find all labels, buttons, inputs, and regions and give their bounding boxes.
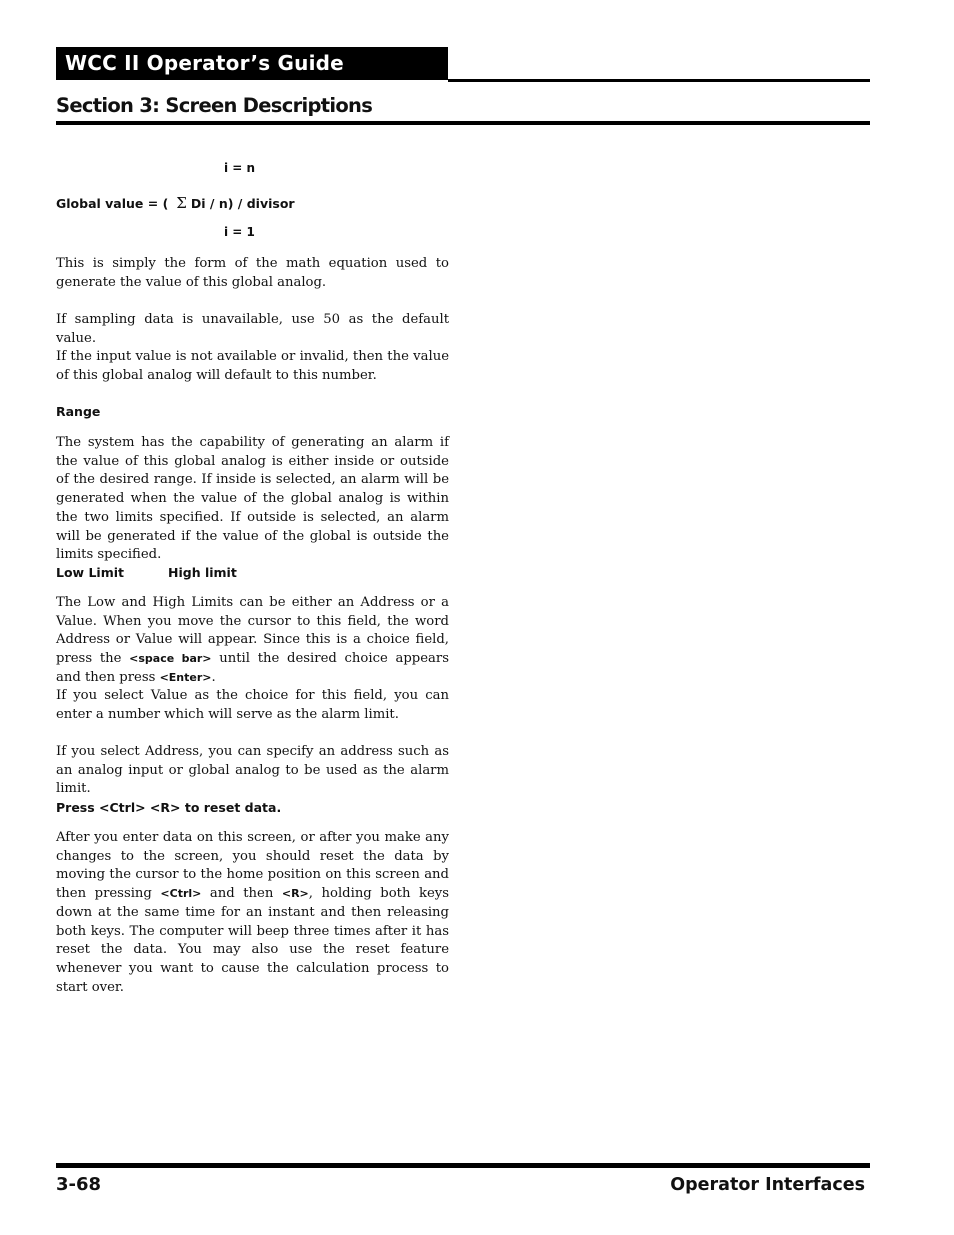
paragraph-invalid-input: If the input value is not available or invalid, then the value of this global analog will default to this number.: [56, 349, 449, 383]
ctrl-key: <Ctrl>: [160, 887, 202, 901]
header-rule: [448, 79, 870, 82]
paragraph-reset-text-1: After you enter data on this screen, or after you make any changes to the screen, you should reset the data by moving the cursor to the home position on this screen and then pressing: [56, 830, 449, 902]
guide-title: WCC II Operator’s Guide: [65, 51, 344, 75]
paragraph-equation-note: This is simply the form of the math equation used to generate the value of this global analog.: [56, 256, 449, 290]
footer-rule: [56, 1163, 870, 1168]
paragraph-limits-text-3: .: [211, 669, 216, 685]
section-title: Section 3: Screen Descriptions: [56, 94, 373, 117]
paragraph-limits: [56, 594, 449, 688]
r-key: <R>: [281, 887, 309, 901]
equation-lower-limit: i = 1: [224, 225, 255, 239]
chapter-title: Operator Interfaces: [670, 1175, 865, 1195]
paragraph-reset-text-2: and then: [201, 886, 282, 902]
high-limit-heading: High limit: [168, 565, 237, 580]
reset-heading: Press <Ctrl> <R> to reset data.: [56, 800, 282, 815]
range-heading: Range: [56, 404, 101, 419]
paragraph-value-choice: If you select Value as the choice for this field, you can enter a number which will serve as the alarm limit.: [56, 688, 449, 722]
paragraph-range: The system has the capability of generating an alarm if the value of this global analog is either inside or outside of the desired range. If inside is selected, an alarm will be generated when the value of the global analog is within the two limits specified. If outside is selected, an alarm will be generated if the value of the global is outside the limits specified.: [56, 435, 449, 563]
paragraph-limits-text-2: until the desired choice appears and then press: [56, 651, 449, 685]
space-bar-key: <space bar>: [129, 652, 212, 666]
low-limit-heading: Low Limit: [56, 565, 124, 580]
paragraph-reset-text-3: , holding both keys down at the same time for an instant and then releasing both keys. The computer will beep three times after it has reset the data. You may also use the reset feature whenever you want to cause the calculation process to start over.: [56, 886, 450, 995]
enter-key: <Enter>: [159, 670, 212, 684]
equation-rhs: Di / n) / divisor: [190, 196, 295, 211]
guide-title-bar: [56, 47, 448, 80]
section-rule: [56, 121, 870, 125]
equation-upper-limit: i = n: [224, 161, 256, 175]
equation-main: [56, 194, 295, 212]
equation-lhs: Global value = (: [56, 196, 169, 211]
sigma-symbol: Σ: [176, 194, 187, 212]
page-number: 3-68: [56, 1174, 102, 1195]
paragraph-limits-text-1: The Low and High Limits can be either an Address or a Value. When you move the cursor to this field, the word Address or Value will appear. Since this is a choice field, press the: [56, 595, 449, 667]
paragraph-reset: [56, 829, 449, 997]
paragraph-default-value: If sampling data is unavailable, use 50 as the default value.: [56, 312, 449, 346]
paragraph-address-choice: If you select Address, you can specify an address such as an analog input or global analog to be used as the alarm limit.: [56, 744, 449, 797]
